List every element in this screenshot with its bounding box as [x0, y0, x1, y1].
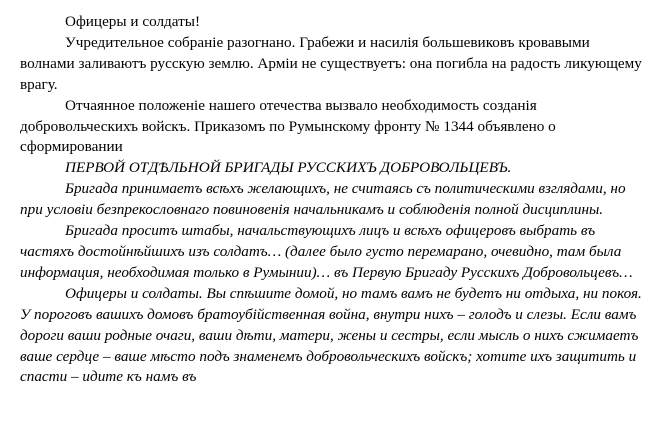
paragraph-dissolution: Учредительное собранiе разогнано. Грабежи и насилiя большевиковъ кровавыми волнами заливаютъ русскую землю. Армiи не существуетъ: она погибла на радость ликующему врагу. [20, 33, 642, 93]
paragraph-formation-order: Отчаянное положенiе нашего отечества вызвало необходимость созданiя добровольческихъ войскъ. Приказомъ по Румынскому фронту № 1344 объявлено о сформировании [20, 96, 556, 156]
brigade-title: ПЕРВОЙ ОТДѢЛЬНОЙ БРИГАДЫ РУССКИХЪ ДОБРОВОЛЬЦЕВЪ. [65, 159, 512, 177]
paragraph-brigade-requests: Бригада проситъ штабы, начальствующихъ лицъ и всѣхъ офицеровъ выбрать въ частяхъ достойнѣйшихъ изъ солдатъ… (далее было густо перемарано, очевидно, там была информация, необходимая только в Румынии)… въ Первую Бригаду Русскихъ Добровольцевъ… [20, 222, 633, 281]
document-body [20, 12, 646, 388]
paragraph-brigade-accepts: Бригада принимаетъ всѣхъ желающихъ, не считаясь съ политическими взглядами, но при условiи безпрекословнаго повиновенiя начальникамъ и соблюденiя полной дисциплины. [20, 180, 626, 219]
greeting-line: Офицеры и солдаты! [65, 13, 201, 30]
paragraph-appeal: Офицеры и солдаты. Вы спѣшите домой, но тамъ вамъ не будетъ ни отдыха, ни покоя. У пороговъ вашихъ домовъ братоубiйственная война, внутри нихъ – голодъ и слезы. Если вамъ дороги ваши родные очаги, ваши дѣти, матери, жены и сестры, если мысль о нихъ сжимаетъ ваше сердце – ваше мѣсто подъ знаменемъ добровольческихъ войскъ; хотите ихъ защитить и спасти – идите къ намъ въ [20, 284, 642, 386]
